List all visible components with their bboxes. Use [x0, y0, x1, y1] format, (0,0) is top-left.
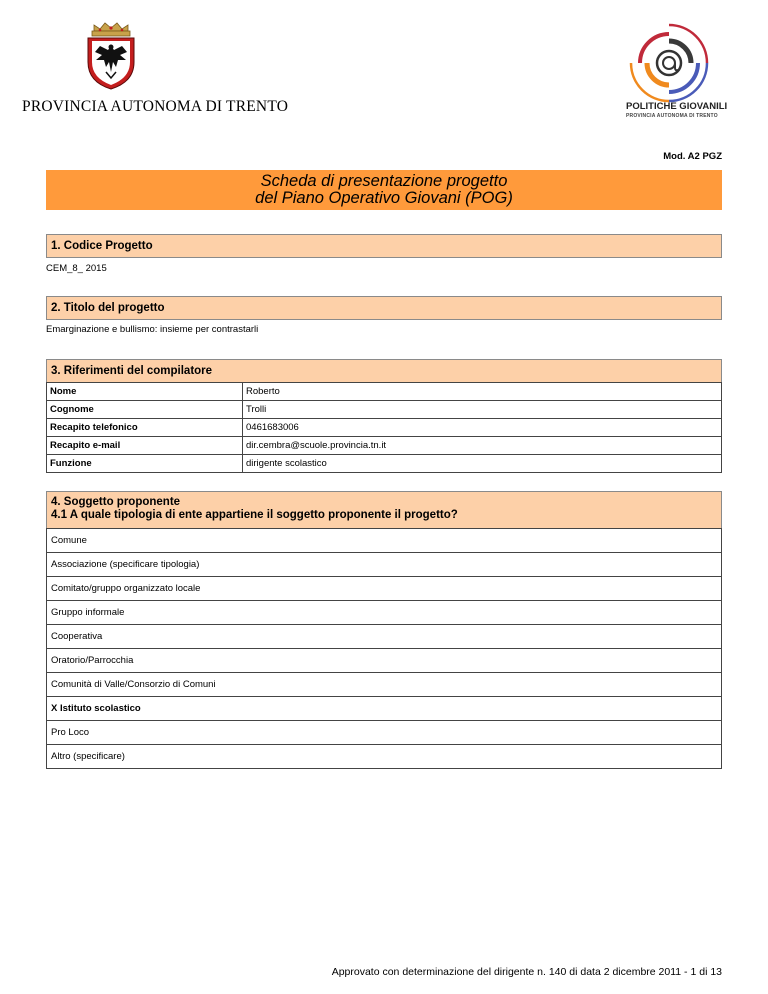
right-logo-title: POLITICHE GIOVANILI [626, 101, 728, 112]
list-item: Altro (specificare) [47, 745, 722, 769]
table-row [47, 455, 722, 473]
section-codice-header: 1. Codice Progetto [46, 234, 722, 258]
list-item: Pro Loco [47, 721, 722, 745]
politiche-giovanili-caption [626, 101, 736, 119]
list-item: Comunità di Valle/Consorzio di Comuni [47, 673, 722, 697]
row-value: 0461683006 [243, 419, 722, 437]
page-title-line2: del Piano Operativo Giovani (POG) [255, 189, 513, 207]
ente-type-list [46, 528, 722, 769]
row-label: Recapito e-mail [47, 437, 243, 455]
section-riferimenti-header: 3. Riferimenti del compilatore [46, 359, 722, 383]
coat-of-arms-icon [82, 22, 140, 90]
titolo-value: Emarginazione e bullismo: insieme per contrastarli [46, 324, 259, 335]
soggetto-header-line2: 4.1 A quale tipologia di ente appartiene il soggetto proponente il progetto? [51, 509, 458, 521]
list-item: Comune [47, 529, 722, 553]
riferimenti-table [46, 382, 722, 473]
list-item: Cooperativa [47, 625, 722, 649]
right-logo-subtitle: PROVINCIA AUTONOMA DI TRENTO [626, 113, 718, 119]
codice-value: CEM_8_ 2015 [46, 263, 107, 274]
row-value: Roberto [243, 383, 722, 401]
row-label: Nome [47, 383, 243, 401]
list-item: Comitato/gruppo organizzato locale [47, 577, 722, 601]
row-value: dirigente scolastico [243, 455, 722, 473]
form-model-label: Mod. A2 PGZ [663, 151, 722, 162]
row-value: dir.cembra@scuole.provincia.tn.it [243, 437, 722, 455]
politiche-giovanili-logo-icon [628, 22, 710, 104]
row-label: Funzione [47, 455, 243, 473]
page-title-line1: Scheda di presentazione progetto [260, 172, 508, 190]
list-item: Associazione (specificare tipologia) [47, 553, 722, 577]
footer-approval: Approvato con determinazione del dirigente n. 140 di data 2 dicembre 2011 - 1 di 13 [331, 966, 722, 978]
soggetto-header-line1: 4. Soggetto proponente [51, 496, 181, 508]
row-label: Cognome [47, 401, 243, 419]
row-value: Trolli [243, 401, 722, 419]
list-item: Oratorio/Parrocchia [47, 649, 722, 673]
province-caption: PROVINCIA AUTONOMA DI TRENTO [22, 98, 289, 115]
table-row [47, 437, 722, 455]
section-titolo-header: 2. Titolo del progetto [46, 296, 722, 320]
table-row [47, 383, 722, 401]
table-row [47, 401, 722, 419]
page-title [46, 170, 722, 210]
list-item-selected: X Istituto scolastico [47, 697, 722, 721]
row-label: Recapito telefonico [47, 419, 243, 437]
section-soggetto-header [46, 491, 722, 529]
list-item: Gruppo informale [47, 601, 722, 625]
table-row [47, 419, 722, 437]
